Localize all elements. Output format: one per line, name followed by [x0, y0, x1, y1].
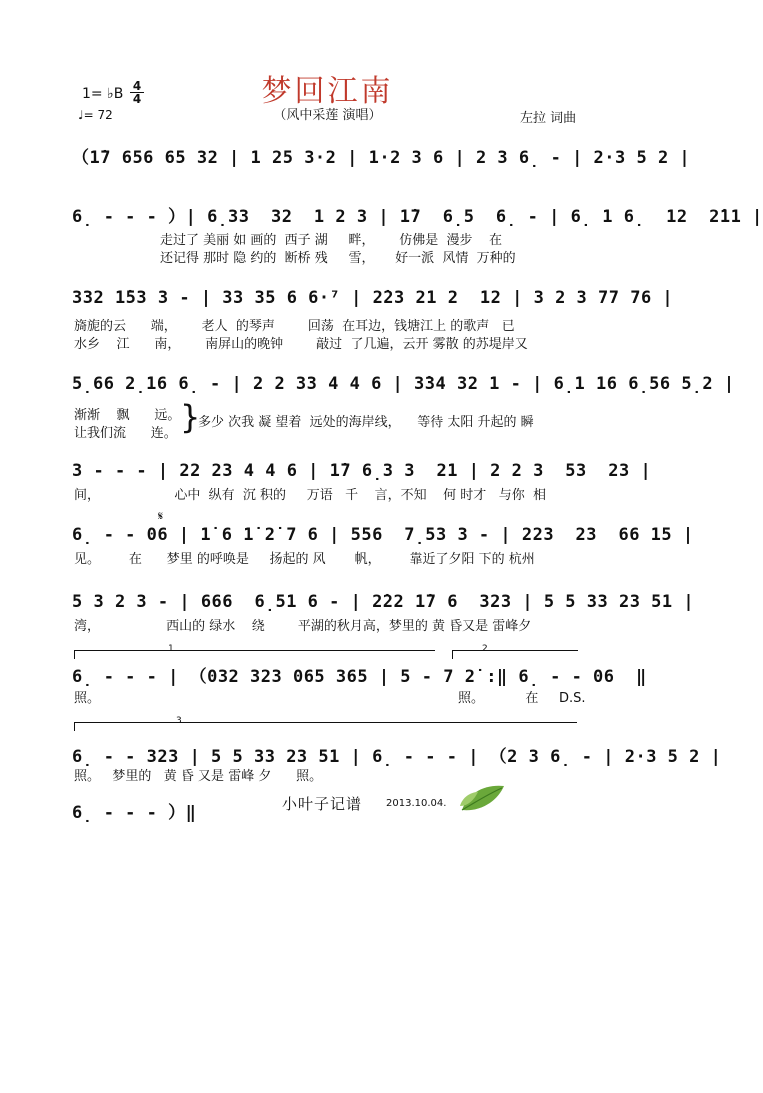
lyric-line-1: 照。 — [74, 691, 101, 706]
notation-line: 3 - - - | 22 23 4 4 6 | 1̇7 6̣3 3 21 | 2 2 3 53 23 | — [72, 461, 652, 481]
time-signature-top: 4 — [132, 79, 142, 93]
time-signature-bottom: 4 — [130, 92, 144, 105]
singer-credit: （风中采莲 演唱） — [273, 108, 382, 123]
lyric-line-2: 让我们流 连。 — [74, 426, 177, 441]
author-credit: 左拉 词曲 — [520, 111, 577, 126]
notation-line: 5̣66 2̣16 6̣ - | 2 2 33 4 4 6 | 3̇34 32 1 - | 6̣1 16 6̣56 5̣2 | — [72, 374, 735, 394]
lyric-line-1: 渐渐 飘 远。 — [74, 408, 181, 423]
volta-bracket-2 — [452, 650, 578, 659]
key-signature: 1= ♭B — [82, 86, 124, 102]
lyric-line-2: 还记得 那时 隐 约的 断桥 残 雪， 好一派 风情 万种的 — [160, 251, 516, 266]
lyric-brace: } — [180, 398, 201, 436]
transcription-date: 2013.10.04. — [386, 798, 447, 809]
song-title: 梦回江南 — [261, 74, 394, 109]
notation-line: 6̣ - - 06 | 1̇ 6 1̇ 2̇ 7 6 | 556 7̣53 3 - | 223 23 66 15 | — [72, 525, 694, 545]
lyric-line-1: 照。 梦里的 黄 昏 又是 雷峰 夕 照。 — [74, 769, 323, 784]
notation-line: 6̣ - - 323 | 5 5 33 23 51 | 6̣ - - - | （2 3 6̣ - | 2·3 5 2 | — [72, 747, 722, 767]
notation-line: 6̣ - - - | （032 323 065 365 | 5 - 7 2̇ :‖ 6̣ - - 06 ‖ — [72, 667, 647, 687]
lyric-line-2: 照。 在 D.S. — [458, 691, 586, 706]
volta-number-3: 3 — [176, 716, 182, 726]
lyric-line-2: 水乡 江 南， 南屏山的晚钟 敲过 了几遍，云开 雾散 的苏堤岸又 — [74, 337, 528, 352]
volta-bracket-3 — [74, 722, 577, 731]
lyric-line-1: 见。 在 梦里 的呼唤是 扬起的 风 帆， 靠近了夕阳 下的 杭州 — [74, 552, 535, 567]
notation-line: （1̇7 656 65 32 | 1 25 3·2 | 1·2 3 6 | 2 3 6̣ - | 2·3 5 2 | — [72, 148, 691, 168]
lyric-shared-line: 多少 次我 凝 望着 远处的海岸线， 等待 太阳 升起的 瞬 — [198, 415, 534, 430]
tempo-marking: ♩= 72 — [78, 108, 113, 122]
lyric-line-1: 走过了 美丽 如 画的 西子 湖 畔， 仿佛是 漫步 在 — [160, 233, 503, 248]
lyric-line-1: 旖旎的云 端， 老人 的琴声 回荡 在耳边，钱塘江上 的歌声 已 — [74, 319, 515, 334]
time-signature — [130, 80, 144, 105]
notation-line: 5 3 2 3 - | 666 6̣51 6 - | 2̇22 1̇7 6 323 | 5 5 33 23 51 | — [72, 592, 695, 612]
notation-line: 332 1̇53 3 - | 33 35 6 6·⁷ | 2̇23 21 2 12 | 3 2 3 77 76 | — [72, 288, 674, 308]
notation-line: 6̣ - - - ）‖ — [72, 803, 197, 823]
leaf-icon — [458, 780, 508, 818]
volta-number-1: 1 — [168, 644, 174, 654]
volta-number-2: 2 — [482, 644, 488, 654]
volta-bracket-1 — [74, 650, 435, 659]
transcriber-signature: 小叶子记谱 — [282, 795, 363, 813]
segno-sign: 𝄋 — [158, 509, 164, 523]
lyric-line-1: 间， 心中 纵有 沉 积的 万语 千 言，不知 何 时才 与你 相 — [74, 488, 546, 503]
lyric-line-1: 湾， 西山的 绿水 绕 平湖的秋月高，梦里的 黄 昏又是 雷峰夕 — [74, 619, 532, 634]
notation-line: 6̣ - - - ）| 6̣33 32 1 2 3 | 1̇7 6̣5 6̣ - | 6̣ 1 6̣ 12 2̇11 | — [72, 207, 763, 227]
